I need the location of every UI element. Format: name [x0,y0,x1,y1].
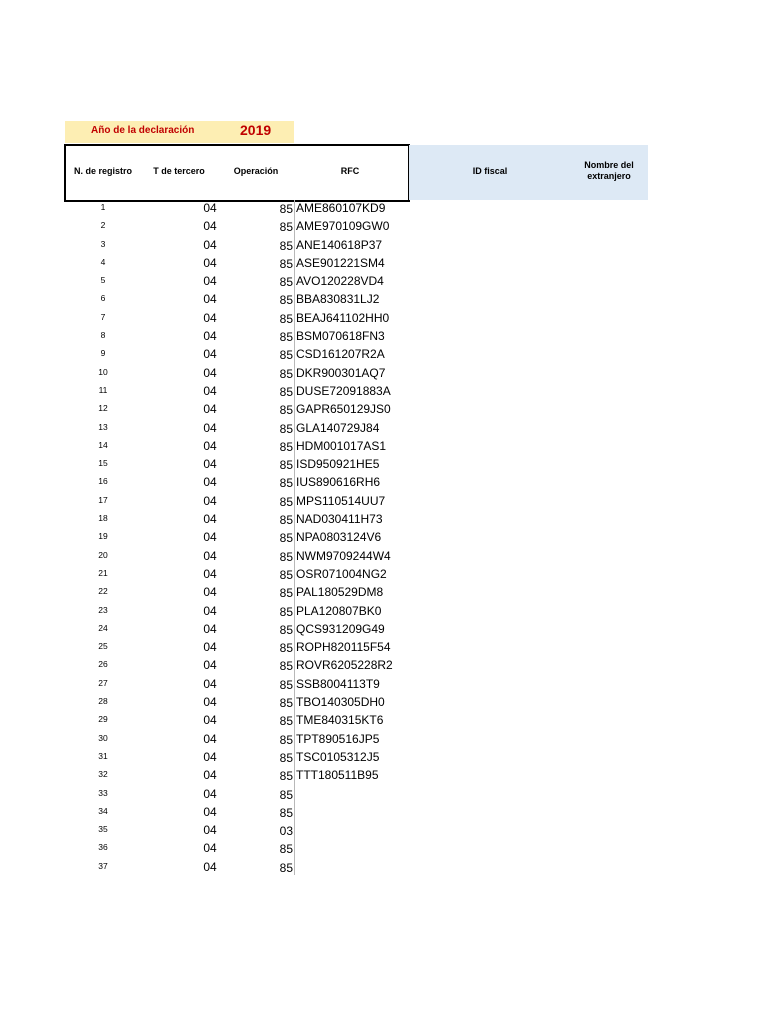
year-value-cell[interactable]: 2019 [240,122,272,138]
cell-n-registro[interactable]: 4 [100,256,106,267]
cell-n-registro[interactable]: 22 [98,586,108,597]
column-header-rfc: RFC [340,166,360,176]
table-row [0,767,768,785]
cell-operacion[interactable]: 85 [279,330,293,345]
year-label: Año de la declaración [91,125,195,136]
cell-rfc[interactable]: ANE140618P37 [296,237,383,252]
cell-n-registro[interactable]: 19 [98,531,108,542]
cell-rfc[interactable]: TTT180511B95 [296,768,379,783]
column-header-id-fiscal: ID fiscal [472,166,508,176]
cell-rfc[interactable]: IUS890616RH6 [296,475,381,490]
table-body [0,200,768,877]
cell-t-tercero[interactable]: 04 [203,329,217,344]
cell-rfc[interactable]: TPT890516JP5 [296,731,380,746]
year-band [65,121,294,143]
cell-operacion[interactable]: 85 [279,202,293,216]
cell-t-tercero[interactable]: 04 [203,274,217,289]
cell-operacion[interactable]: 85 [279,842,293,857]
cell-n-registro[interactable]: 2 [100,220,106,231]
cell-t-tercero[interactable]: 04 [203,658,217,673]
cell-operacion[interactable]: 85 [279,714,293,729]
cell-n-registro[interactable]: 26 [98,659,108,670]
cell-t-tercero[interactable]: 04 [203,347,217,362]
table-row [0,822,768,840]
table-row [0,310,768,328]
table-row [0,346,768,364]
cell-n-registro[interactable]: 36 [98,842,108,853]
table-row [0,804,768,822]
table-row [0,657,768,675]
cell-t-tercero[interactable]: 04 [203,383,217,398]
cell-t-tercero[interactable]: 04 [203,438,217,453]
cell-t-tercero[interactable]: 04 [203,841,217,856]
cell-n-registro[interactable]: 17 [98,494,108,505]
cell-operacion[interactable]: 85 [279,513,293,528]
cell-rfc[interactable]: SSB8004113T9 [296,676,380,691]
cell-operacion[interactable]: 85 [279,366,293,381]
cell-rfc[interactable]: PAL180529DM8 [296,585,384,600]
table-row [0,639,768,657]
cell-rfc[interactable]: TBO140305DH0 [296,695,385,710]
cell-t-tercero[interactable]: 04 [203,219,217,234]
cell-t-tercero[interactable]: 04 [203,640,217,655]
cell-t-tercero[interactable]: 04 [203,292,217,307]
cell-t-tercero[interactable]: 04 [203,731,217,746]
cell-n-registro[interactable]: 15 [98,458,108,469]
cell-rfc[interactable]: AVO120228VD4 [296,274,384,289]
cell-n-registro[interactable]: 28 [98,696,108,707]
table-row [0,237,768,255]
cell-t-tercero[interactable]: 04 [203,237,217,252]
cell-n-registro[interactable]: 14 [98,439,108,450]
table-row [0,383,768,401]
cell-operacion[interactable]: 85 [279,641,293,656]
table-row [0,456,768,474]
cell-n-registro[interactable]: 33 [98,787,108,798]
cell-n-registro[interactable]: 7 [100,311,106,322]
cell-n-registro[interactable]: 21 [98,567,108,578]
table-row [0,529,768,547]
table-row [0,786,768,804]
cell-n-registro[interactable]: 13 [98,421,108,432]
table-row [0,621,768,639]
table-row [0,420,768,438]
cell-n-registro[interactable]: 25 [98,641,108,652]
cell-operacion[interactable]: 85 [279,622,293,637]
cell-rfc[interactable]: TME840315KT6 [296,713,384,728]
cell-n-registro[interactable]: 18 [98,513,108,524]
cell-t-tercero[interactable]: 04 [203,859,217,874]
table-row [0,328,768,346]
table-row [0,859,768,877]
cell-rfc[interactable]: ROVR6205228R2 [296,658,393,673]
cell-t-tercero[interactable]: 04 [203,493,217,508]
cell-rfc[interactable]: NWM9709244W4 [296,548,391,563]
table-row [0,840,768,858]
table-row [0,365,768,383]
cell-operacion[interactable]: 85 [279,494,293,509]
cell-t-tercero[interactable]: 04 [203,621,217,636]
cell-n-registro[interactable]: 11 [98,384,108,395]
table-row [0,712,768,730]
cell-rfc[interactable]: GAPR650129JS0 [296,402,391,417]
table-row [0,548,768,566]
cell-rfc[interactable]: BEAJ641102HH0 [296,310,390,325]
cell-n-registro[interactable]: 29 [98,714,108,725]
table-row [0,291,768,309]
cell-operacion[interactable]: 85 [279,220,293,235]
cell-n-registro[interactable]: 20 [98,549,108,560]
cell-operacion[interactable]: 85 [279,421,293,436]
cell-n-registro[interactable]: 37 [98,860,108,871]
table-row [0,603,768,621]
cell-operacion[interactable]: 85 [279,604,293,619]
cell-t-tercero[interactable]: 04 [203,475,217,490]
cell-operacion[interactable]: 85 [279,677,293,692]
cell-t-tercero[interactable]: 04 [203,512,217,527]
cell-t-tercero[interactable]: 04 [203,255,217,270]
cell-n-registro[interactable]: 24 [98,622,108,633]
cell-n-registro[interactable]: 9 [100,348,106,359]
cell-rfc[interactable]: NAD030411H73 [296,512,383,527]
cell-operacion[interactable]: 85 [279,787,293,802]
cell-rfc[interactable]: NPA0803124V6 [296,530,382,545]
table-row [0,218,768,236]
table-row [0,694,768,712]
cell-t-tercero[interactable]: 04 [203,420,217,435]
cell-rfc[interactable]: PLA120807BK0 [296,603,382,618]
cell-t-tercero[interactable]: 04 [203,676,217,691]
table-row [0,584,768,602]
cell-n-registro[interactable]: 12 [98,403,108,414]
cell-t-tercero[interactable]: 04 [203,695,217,710]
cell-t-tercero[interactable]: 04 [203,402,217,417]
table-row [0,676,768,694]
cell-rfc[interactable]: CSD161207R2A [296,347,385,362]
cell-operacion[interactable]: 85 [279,567,293,582]
cell-t-tercero[interactable]: 04 [203,823,217,838]
cell-t-tercero[interactable]: 04 [203,530,217,545]
cell-operacion[interactable]: 85 [279,531,293,546]
cell-n-registro[interactable]: 23 [98,604,108,615]
table-row [0,401,768,419]
table-row [0,511,768,529]
cell-t-tercero[interactable]: 04 [203,749,217,764]
cell-n-registro[interactable]: 16 [98,476,108,487]
cell-rfc[interactable]: AME860107KD9 [296,201,386,215]
cell-operacion[interactable]: 85 [279,256,293,271]
cell-n-registro[interactable]: 32 [98,769,108,780]
table-row [0,200,768,218]
cell-operacion[interactable]: 85 [279,476,293,491]
cell-operacion[interactable]: 85 [279,750,293,765]
cell-rfc[interactable]: BSM070618FN3 [296,329,385,344]
cell-operacion[interactable]: 85 [279,403,293,418]
cell-operacion[interactable]: 85 [279,293,293,308]
column-header-nombre-extranjero: Nombre del extranjero [584,160,634,181]
table-row [0,493,768,511]
column-header-t-tercero: T de tercero [153,166,205,176]
cell-n-registro[interactable]: 1 [100,202,106,212]
table-row [0,566,768,584]
table-row [0,749,768,767]
cell-operacion[interactable]: 85 [279,311,293,326]
cell-rfc[interactable]: MPS110514UU7 [296,493,386,508]
cell-rfc[interactable]: BBA830831LJ2 [296,292,380,307]
column-header-operacion: Operación [233,166,279,176]
cell-rfc[interactable]: AME970109GW0 [296,219,390,234]
cell-rfc[interactable]: DKR900301AQ7 [296,365,386,380]
cell-n-registro[interactable]: 6 [100,293,106,304]
cell-n-registro[interactable]: 31 [98,750,108,761]
cell-t-tercero[interactable]: 04 [203,786,217,801]
cell-rfc[interactable]: ISD950921HE5 [296,457,380,472]
cell-operacion[interactable]: 85 [279,860,293,875]
cell-operacion[interactable]: 85 [279,659,293,674]
table-row [0,438,768,456]
cell-operacion[interactable]: 85 [279,805,293,820]
cell-operacion[interactable]: 85 [279,586,293,601]
cell-n-registro[interactable]: 35 [98,824,108,835]
cell-rfc[interactable]: OSR071004NG2 [296,566,387,581]
cell-t-tercero[interactable]: 04 [203,310,217,325]
table-row [0,273,768,291]
cell-operacion[interactable]: 85 [279,439,293,454]
table-row [0,474,768,492]
cell-rfc[interactable]: GLA140729J84 [296,420,380,435]
cell-operacion[interactable]: 03 [279,824,293,839]
cell-t-tercero[interactable]: 04 [203,768,217,783]
cell-t-tercero[interactable]: 04 [203,201,217,215]
cell-operacion[interactable]: 85 [279,238,293,253]
cell-n-registro[interactable]: 3 [100,238,106,249]
cell-rfc[interactable]: ROPH820115F54 [296,640,391,655]
cell-t-tercero[interactable]: 04 [203,804,217,819]
cell-rfc[interactable]: QCS931209G49 [296,621,385,636]
cell-n-registro[interactable]: 27 [98,677,108,688]
cell-rfc[interactable]: HDM001017AS1 [296,438,387,453]
cell-t-tercero[interactable]: 04 [203,603,217,618]
cell-t-tercero[interactable]: 04 [203,585,217,600]
cell-operacion[interactable]: 85 [279,732,293,747]
cell-operacion[interactable]: 85 [279,769,293,784]
cell-n-registro[interactable]: 34 [98,805,108,816]
cell-n-registro[interactable]: 8 [100,330,106,341]
cell-operacion[interactable]: 85 [279,275,293,290]
table-row [0,255,768,273]
cell-t-tercero[interactable]: 04 [203,457,217,472]
cell-t-tercero[interactable]: 04 [203,713,217,728]
cell-operacion[interactable]: 85 [279,348,293,363]
cell-operacion[interactable]: 85 [279,549,293,564]
cell-operacion[interactable]: 85 [279,696,293,711]
cell-rfc[interactable]: TSC0105312J5 [296,749,380,764]
table-row [0,731,768,749]
cell-n-registro[interactable]: 5 [100,275,106,286]
cell-n-registro[interactable]: 30 [98,732,108,743]
cell-rfc[interactable]: DUSE72091883A [296,383,391,398]
cell-t-tercero[interactable]: 04 [203,566,217,581]
cell-t-tercero[interactable]: 04 [203,548,217,563]
cell-t-tercero[interactable]: 04 [203,365,217,380]
cell-n-registro[interactable]: 10 [98,366,108,377]
cell-operacion[interactable]: 85 [279,384,293,399]
cell-operacion[interactable]: 85 [279,458,293,473]
cell-rfc[interactable]: ASE901221SM4 [296,255,385,270]
column-header-n-registro: N. de registro [73,166,132,176]
